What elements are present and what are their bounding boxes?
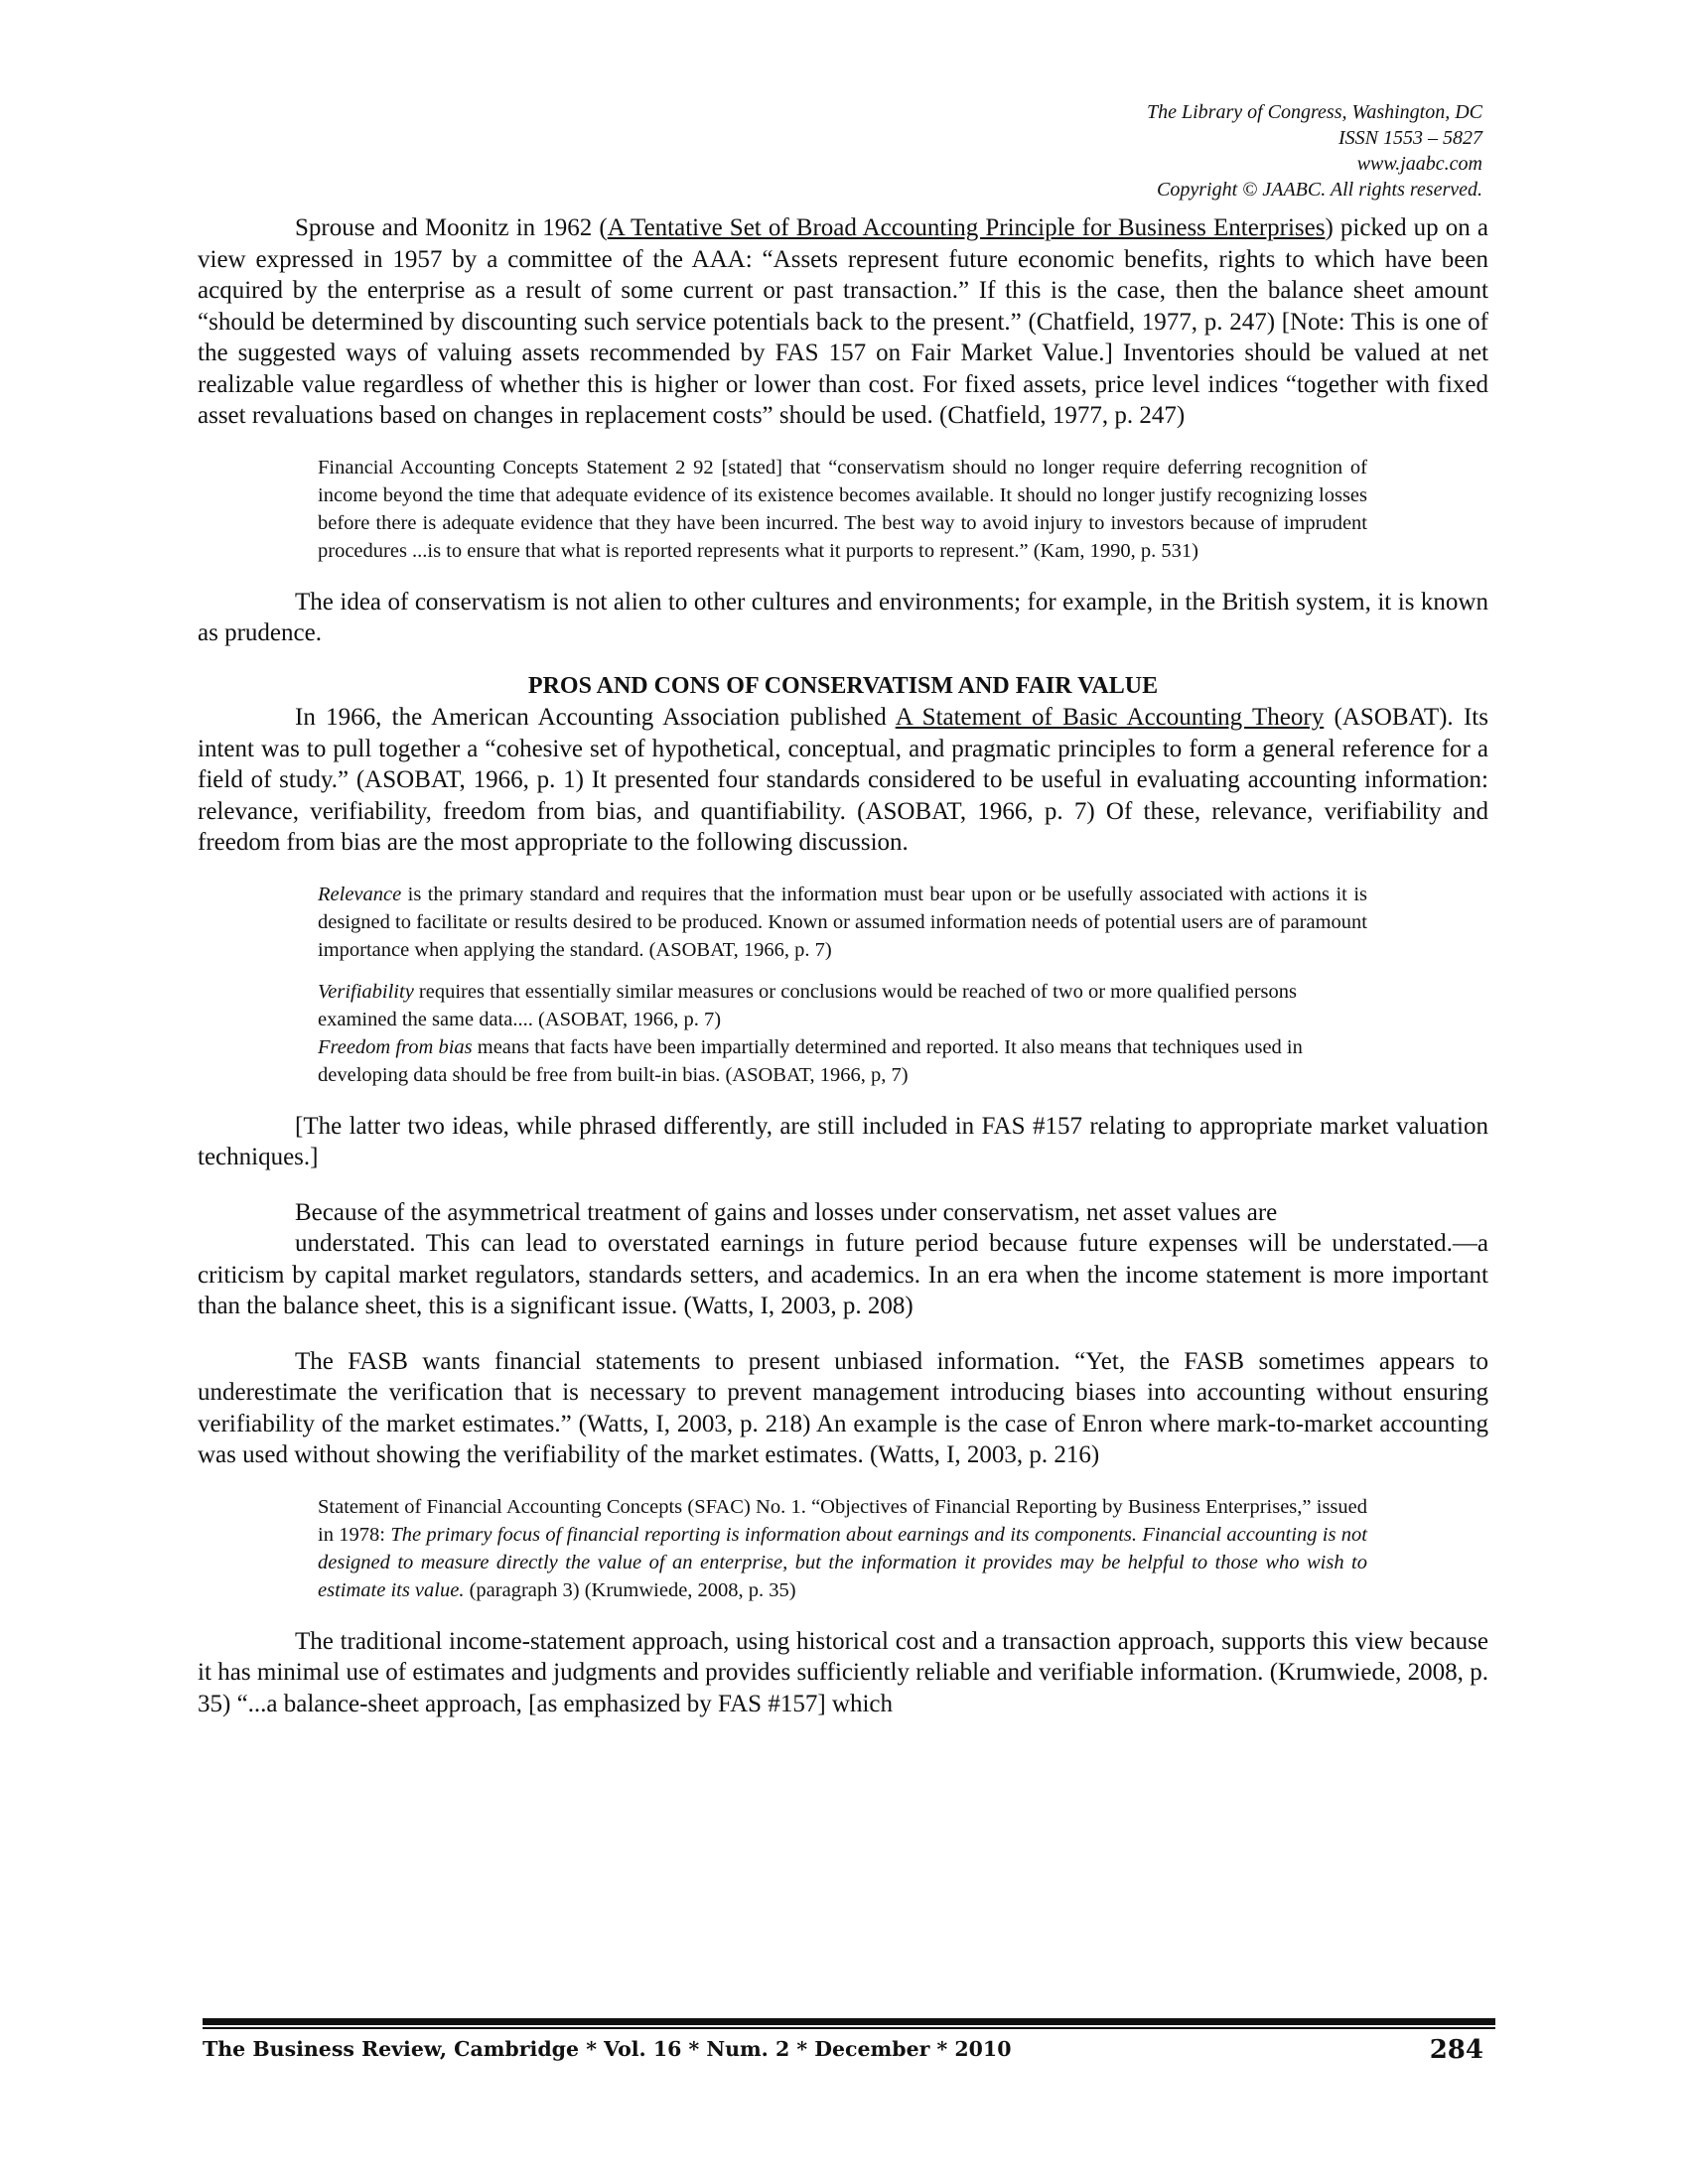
- paragraph: [198, 1197, 1488, 1322]
- masthead: [1147, 99, 1482, 203]
- block-quote: [318, 881, 1367, 964]
- paragraph: [The latter two ideas, while phrased differently, are still included in FAS #157 relating to appropriate market valuation techniques.]: [198, 1112, 1488, 1170]
- paragraph-text: In 1966, the American Accounting Association published: [295, 704, 896, 731]
- paragraph: The idea of conservatism is not alien to other cultures and environments; for example, in the British system, it is known as prudence.: [198, 588, 1488, 646]
- paragraph-text: (ASOBAT). Its intent was to pull together a “cohesive set of hypothetical, conceptual, and pragmatic principles to form a general reference for a field of study.” (ASOBAT, 1966, p. 1) It presented four standards considered to be useful in evaluating accounting information: relevance, verifiability, freedom from bias, and quantifiability. (ASOBAT, 1966, p. 7) Of these, relevance, verifiability and freedom from bias are the most appropriate to the following discussion.: [198, 704, 1488, 856]
- paragraph-text: Because of the asymmetrical treatment of gains and losses under conservatism, net asset values are: [295, 1198, 1278, 1226]
- masthead-line: The Library of Congress, Washington, DC: [1146, 101, 1482, 123]
- quote-emphasis: The primary focus of financial reporting is information about earnings and its components. Financial accounting is not designed to measure directly the value of an enterprise, but the information it provides may be helpful to those who wish to estimate its value.: [318, 1523, 1367, 1601]
- defined-term: Relevance: [318, 883, 402, 905]
- page-number: 284: [1429, 2035, 1483, 2065]
- masthead-issn: ISSN 1553 – 5827: [1338, 127, 1482, 149]
- paragraph: The FASB wants financial statements to present unbiased information. “Yet, the FASB sometimes appears to underestimate the verification that is necessary to prevent management introducing biases into accounting without ensuring verifiability of the market estimates.” (Watts, I, 2003, p. 218) An example is the case of Enron where mark-to-market accounting was used without showing the verifiability of the market estimates. (Watts, I, 2003, p. 216): [198, 1347, 1488, 1468]
- footer-rule: [203, 2027, 1495, 2029]
- journal-citation: The Business Review, Cambridge * Vol. 16 * Num. 2 * December * 2010: [203, 2037, 1012, 2061]
- masthead-copyright: Copyright © JAABC. All rights reserved.: [1157, 179, 1482, 201]
- block-quote: Financial Accounting Concepts Statement 2 92 [stated] that “conservatism should no longer require deferring recognition of income beyond the time that adequate evidence of its existence becomes available. It should no longer justify recognizing losses before there is adequate evidence that they have been incurred. The best way to avoid injury to investors because of imprudent procedures ...is to ensure that what is reported represents what it purports to represent.” (Kam, 1990, p. 531): [318, 456, 1367, 562]
- block-quote: [318, 1493, 1367, 1604]
- defined-term: Verifiability: [318, 980, 414, 1003]
- cited-title: A Tentative Set of Broad Accounting Principle for Business Enterprises: [607, 214, 1326, 241]
- quote-text: (paragraph 3) (Krumwiede, 2008, p. 35): [464, 1578, 796, 1601]
- block-quote: [318, 978, 1367, 1089]
- footer-rule: [203, 2018, 1495, 2025]
- quote-text: requires that essentially similar measures or conclusions would be reached of two or more qualified persons examined the same data.... (ASOBAT, 1966, p. 7): [318, 980, 1298, 1030]
- section-heading: PROS AND CONS OF CONSERVATISM AND FAIR VALUE: [527, 672, 1159, 699]
- page-footer: [203, 2035, 1495, 2065]
- paragraph-text: Sprouse and Moonitz in 1962 (: [295, 214, 608, 241]
- paragraph: The traditional income-statement approach, using historical cost and a transaction approach, supports this view because it has minimal use of estimates and judgments and provides sufficiently reliable and verifiable information. (Krumwiede, 2008, p. 35) “...a balance-sheet approach, [as emphasized by FAS #157] which: [198, 1627, 1488, 1717]
- defined-term: Freedom from bias: [318, 1035, 473, 1058]
- paragraph-text: understated. This can lead to overstated earnings in future period because future expenses will be understated.—a criticism by capital market regulators, standards setters, and academics. In an era when the income statement is more important than the balance sheet, this is a significant issue. (Watts, I, 2003, p. 208): [198, 1230, 1488, 1319]
- quote-text: means that facts have been impartially determined and reported. It also means that techniques used in developing data should be free from built-in bias. (ASOBAT, 1966, p, 7): [318, 1035, 1303, 1086]
- paragraph-text: ) picked up on a view expressed in 1957 by a committee of the AAA: “Assets represent future economic benefits, rights to which have been acquired by the enterprise as a result of some current or past transaction.” If this is the case, then the balance sheet amount “should be determined by discounting such service potentials back to the present.” (Chatfield, 1977, p. 247) [Note: This is one of the suggested ways of valuing assets recommended by FAS 157 on Fair Market Value.] Inventories should be valued at net realizable value regardless of whether this is higher or lower than cost. For fixed assets, price level indices “together with fixed asset revaluations based on changes in replacement costs” should be used. (Chatfield, 1977, p. 247): [198, 214, 1489, 429]
- masthead-website: www.jaabc.com: [1356, 153, 1482, 175]
- cited-title: A Statement of Basic Accounting Theory: [895, 704, 1325, 731]
- article-body: [198, 212, 1488, 1719]
- paragraph: [198, 702, 1488, 859]
- quote-text: is the primary standard and requires that the information must bear upon or be usefully associated with actions it is designed to facilitate or results desired to be produced. Known or assumed information needs of potential users are of paramount importance when applying the standard. (ASOBAT, 1966, p. 7): [318, 883, 1367, 961]
- paragraph: [198, 212, 1488, 432]
- quote-text: Statement of Financial Accounting Concepts (SFAC) No. 1. “Objectives of Financial Reporting by Business Enterprises,” issued in 1978:: [318, 1495, 1367, 1546]
